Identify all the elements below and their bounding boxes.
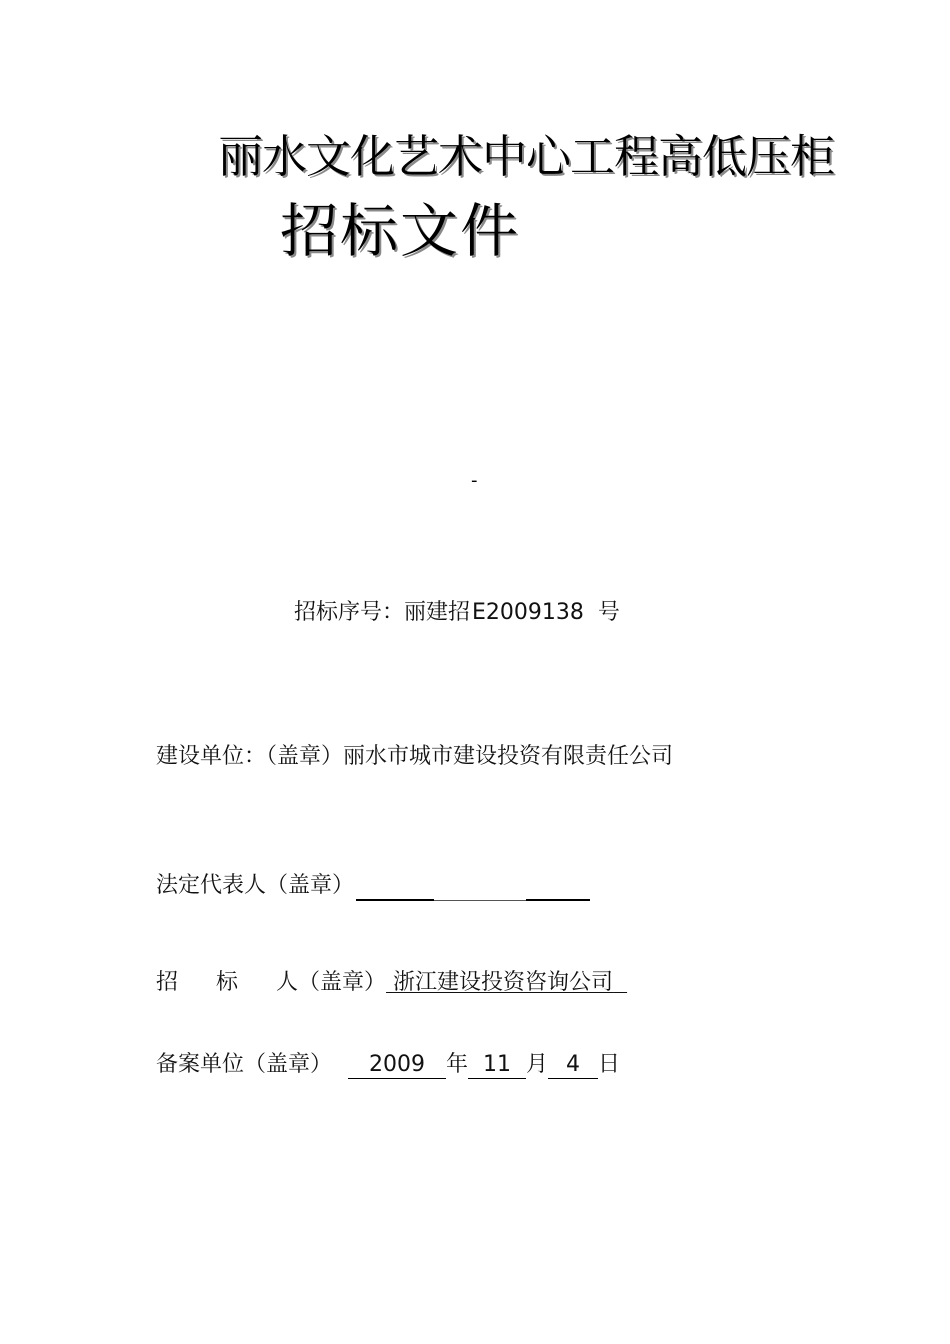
tenderer-label-char-2: 标 xyxy=(216,970,239,995)
filing-month-unit: 月 xyxy=(526,1052,549,1077)
filing-day-unit: 日 xyxy=(598,1052,621,1077)
serial-number-value: E2009138 xyxy=(472,600,584,625)
builder-unit-line xyxy=(156,742,673,772)
serial-suffix: 号 xyxy=(597,600,620,625)
separator-mark: - xyxy=(471,470,478,491)
filing-unit-line xyxy=(156,1050,620,1080)
document-title-project: 丽水文化艺术中心工程高低压柜 xyxy=(218,130,835,183)
filing-label: 备案单位（盖章） xyxy=(156,1052,333,1077)
filing-day: 4 xyxy=(548,1052,598,1079)
filing-year-unit: 年 xyxy=(446,1052,469,1077)
legal-rep-signature-blank xyxy=(356,877,591,901)
legal-representative-line xyxy=(156,871,591,901)
document-title-type: 招标文件 xyxy=(280,197,521,265)
serial-label: 招标序号：丽建招 xyxy=(294,600,471,625)
filing-month: 11 xyxy=(468,1052,526,1079)
filing-year: 2009 xyxy=(348,1052,446,1079)
tenderer-label-char-1: 招 xyxy=(156,970,179,995)
tenderer-value: 浙江建设投资咨询公司 xyxy=(393,970,614,995)
legal-rep-label: 法定代表人（盖章） xyxy=(156,873,355,898)
tender-serial-number xyxy=(294,598,620,628)
builder-unit-text: 建设单位：（盖章）丽水市城市建设投资有限责任公司 xyxy=(156,744,674,769)
tenderer-line xyxy=(156,968,627,998)
tenderer-label-char-3: 人（盖章） xyxy=(276,970,387,995)
